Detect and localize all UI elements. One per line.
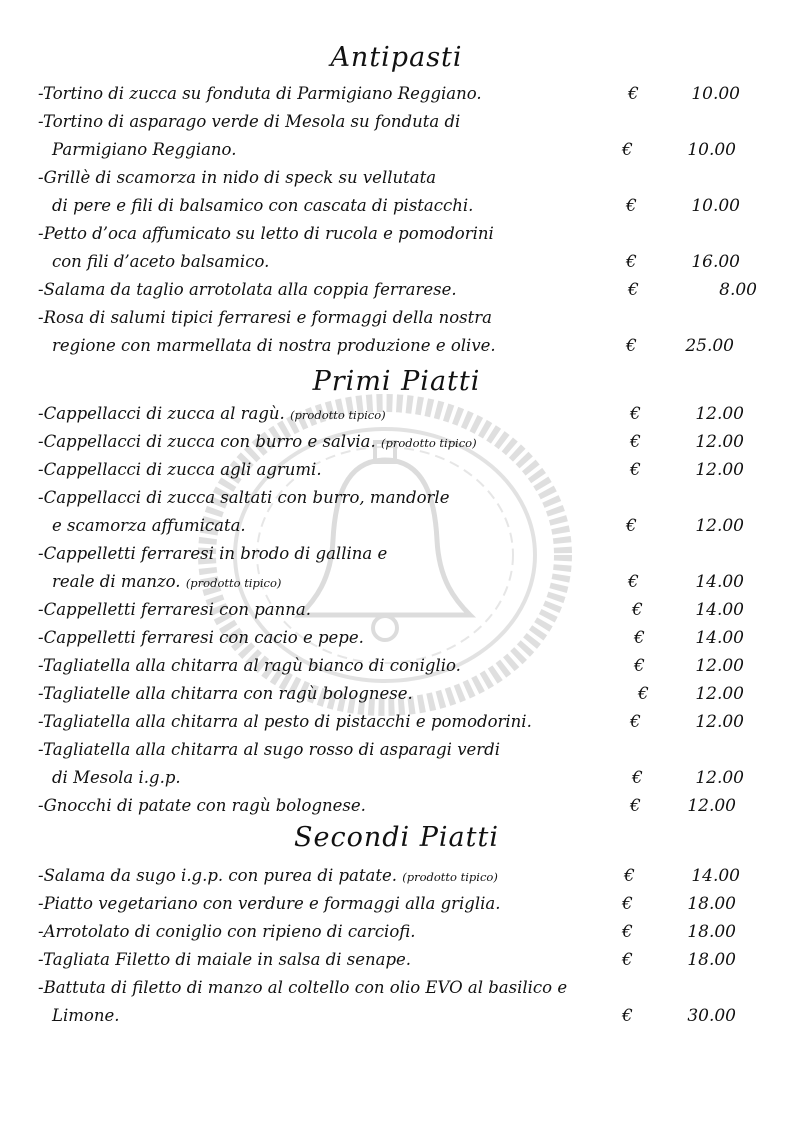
- menu-item-line: [52, 196, 473, 216]
- dish-text: Parmigiano Reggiano.: [52, 140, 237, 159]
- menu-item-line: [38, 740, 500, 760]
- menu-item-line: [38, 460, 322, 480]
- currency-symbol: €: [622, 922, 633, 942]
- menu-item-line: [38, 950, 411, 970]
- menu-item-line: [38, 280, 457, 300]
- dish-text: -Rosa di salumi tipici ferraresi e formaggi della nostra: [38, 308, 492, 327]
- currency-symbol: €: [622, 140, 633, 160]
- menu-item-line: [38, 432, 477, 453]
- dish-text: -Cappelletti ferraresi in brodo di gallina e: [38, 544, 388, 563]
- dish-text: -Tortino di asparago verde di Mesola su fonduta di: [38, 112, 461, 131]
- menu-item-line: [52, 768, 181, 788]
- currency-symbol: €: [628, 280, 639, 300]
- dish-text: -Tortino di zucca su fonduta di Parmigiano Reggiano.: [38, 84, 482, 103]
- dish-text: con fili d’aceto balsamico.: [52, 252, 270, 271]
- price: 10.00: [691, 196, 740, 216]
- currency-symbol: €: [630, 460, 641, 480]
- price: 12.00: [695, 460, 744, 480]
- menu-item-line: [38, 168, 436, 188]
- currency-symbol: €: [634, 656, 645, 676]
- menu-item-line: [52, 336, 496, 356]
- menu-item-line: [38, 600, 311, 620]
- price: 14.00: [695, 572, 744, 592]
- currency-symbol: €: [628, 572, 639, 592]
- price: 10.00: [691, 84, 740, 104]
- dish-text: di pere e fili di balsamico con cascata di pistacchi.: [52, 196, 474, 215]
- dish-text: -Arrotolato di coniglio con ripieno di carciofi.: [38, 922, 416, 941]
- currency-symbol: €: [638, 684, 649, 704]
- dish-text: -Tagliatella alla chitarra al pesto di pistacchi e pomodorini.: [38, 712, 532, 731]
- dish-text: -Tagliata Filetto di maiale in salsa di senape.: [38, 950, 412, 969]
- menu-item-line: [38, 308, 492, 328]
- product-note: (prodotto tipico): [381, 436, 477, 450]
- dish-text: -Salama da taglio arrotolata alla coppia ferrarese.: [38, 280, 457, 299]
- menu-item-line: [38, 656, 461, 676]
- price: 18.00: [687, 950, 736, 970]
- menu-item-line: [38, 404, 386, 425]
- dish-text: -Cappellacci di zucca saltati con burro, mandorle: [38, 488, 450, 507]
- price: 12.00: [695, 712, 744, 732]
- price: 25.00: [685, 336, 734, 356]
- currency-symbol: €: [630, 796, 641, 816]
- dish-text: -Gnocchi di patate con ragù bolognese.: [38, 796, 366, 815]
- dish-text: -Cappellacci di zucca agli agrumi.: [38, 460, 322, 479]
- price: 14.00: [695, 628, 744, 648]
- menu-item-line: [52, 516, 246, 536]
- dish-text: -Cappellacci di zucca al ragù.: [38, 404, 285, 423]
- dish-text: -Cappelletti ferraresi con cacio e pepe.: [38, 628, 364, 647]
- menu-item-line: [52, 252, 269, 272]
- price: 10.00: [687, 140, 736, 160]
- product-note: (prodotto tipico): [290, 408, 386, 422]
- menu-item-line: [38, 488, 449, 508]
- menu-item-line: [38, 84, 482, 104]
- dish-text: -Grillè di scamorza in nido di speck su vellutata: [38, 168, 437, 187]
- menu-item-line: [52, 1006, 119, 1026]
- section-title: Primi Piatti: [312, 366, 481, 397]
- price: 12.00: [695, 432, 744, 452]
- dish-text: e scamorza affumicata.: [52, 516, 246, 535]
- price: 8.00: [719, 280, 757, 300]
- menu-item-line: [38, 112, 460, 132]
- menu-item-line: [38, 628, 364, 648]
- menu-item-line: [38, 796, 366, 816]
- menu-item-line: [38, 684, 413, 704]
- currency-symbol: €: [632, 600, 643, 620]
- menu-item-line: [52, 572, 281, 593]
- currency-symbol: €: [630, 432, 641, 452]
- dish-text: di Mesola i.g.p.: [52, 768, 181, 787]
- dish-text: -Tagliatella alla chitarra al sugo rosso di asparagi verdi: [38, 740, 501, 759]
- dish-text: Limone.: [52, 1006, 120, 1025]
- dish-text: -Tagliatella alla chitarra al ragù bianco di coniglio.: [38, 656, 461, 675]
- product-note: (prodotto tipico): [402, 870, 498, 884]
- currency-symbol: €: [628, 84, 639, 104]
- dish-text: reale di manzo.: [52, 572, 181, 591]
- price: 16.00: [691, 252, 740, 272]
- price: 12.00: [687, 796, 736, 816]
- price: 30.00: [687, 1006, 736, 1026]
- menu-item-line: [38, 224, 494, 244]
- price: 18.00: [687, 894, 736, 914]
- dish-text: -Cappelletti ferraresi con panna.: [38, 600, 311, 619]
- price: 14.00: [695, 600, 744, 620]
- currency-symbol: €: [626, 252, 637, 272]
- dish-text: -Piatto vegetariano con verdure e formaggi alla griglia.: [38, 894, 501, 913]
- dish-text: -Tagliatelle alla chitarra con ragù bolognese.: [38, 684, 413, 703]
- currency-symbol: €: [632, 768, 643, 788]
- currency-symbol: €: [626, 516, 637, 536]
- currency-symbol: €: [624, 866, 635, 886]
- currency-symbol: €: [626, 196, 637, 216]
- menu-item-line: [38, 894, 501, 914]
- dish-text: -Petto d’oca affumicato su letto di rucola e pomodorini: [38, 224, 494, 243]
- section-title: Antipasti: [330, 42, 463, 73]
- currency-symbol: €: [622, 950, 633, 970]
- menu-item-line: [38, 978, 567, 998]
- currency-symbol: €: [622, 1006, 633, 1026]
- currency-symbol: €: [626, 336, 637, 356]
- currency-symbol: €: [622, 894, 633, 914]
- price: 12.00: [695, 768, 744, 788]
- menu-item-line: [38, 544, 387, 564]
- menu-item-line: [52, 140, 236, 160]
- product-note: (prodotto tipico): [185, 576, 282, 590]
- currency-symbol: €: [630, 404, 641, 424]
- dish-text: -Cappellacci di zucca con burro e salvia.: [38, 432, 376, 451]
- dish-text: -Salama da sugo i.g.p. con purea di patate.: [38, 866, 397, 885]
- menu-item-line: [38, 866, 498, 887]
- price: 14.00: [691, 866, 740, 886]
- currency-symbol: €: [630, 712, 641, 732]
- menu-item-line: [38, 712, 532, 732]
- dish-text: -Battuta di filetto di manzo al coltello con olio EVO al basilico e: [38, 978, 568, 997]
- price: 12.00: [695, 516, 744, 536]
- price: 18.00: [687, 922, 736, 942]
- dish-text: regione con marmellata di nostra produzione e olive.: [52, 336, 496, 355]
- price: 12.00: [695, 684, 744, 704]
- price: 12.00: [695, 404, 744, 424]
- currency-symbol: €: [634, 628, 645, 648]
- price: 12.00: [695, 656, 744, 676]
- menu-item-line: [38, 922, 416, 942]
- section-title: Secondi Piatti: [294, 822, 499, 853]
